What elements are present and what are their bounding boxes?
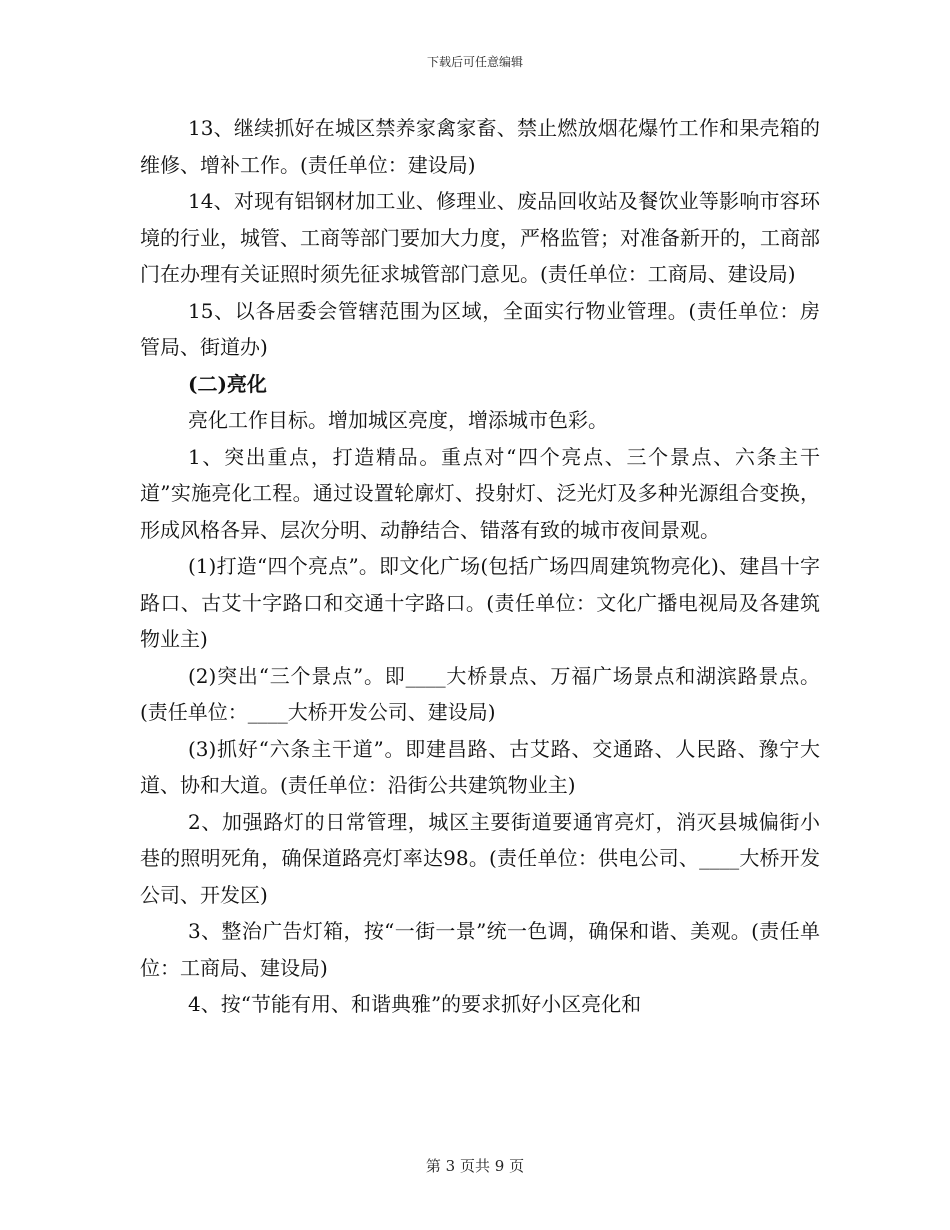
page-header-note: 下载后可任意编辑: [426, 55, 523, 69]
paragraph-13: 13、继续抓好在城区禁养家禽家畜、禁止燃放烟花爆竹工作和果壳箱的维修、增补工作。(责任单位：建设局): [140, 116, 820, 177]
lighting-item-1: 1、突出重点，打造精品。重点对“四个亮点、三个景点、六条主干道”实施亮化工程。通过设置轮廓灯、投射灯、泛光灯及多种光源组合变换，形成风格各异、层次分明、动静结合、错落有致的城市夜间景观。: [140, 444, 820, 542]
section-heading-lighting: (二)亮化: [188, 371, 267, 396]
lighting-subitem-1: (1)打造“四个亮点”。即文化广场(包括广场四周建筑物亮化)、建昌十字路口、古艾十字路口和交通十字路口。(责任单位：文化广播电视局及各建筑物业主): [140, 554, 820, 651]
lighting-item-4: 4、按“节能有用、和谐典雅”的要求抓好小区亮化和: [188, 992, 642, 1016]
lighting-subitem-3: (3)抓好“六条主干道”。即建昌路、古艾路、交通路、人民路、豫宁大道、协和大道。(责任单位：沿街公共建筑物业主): [140, 736, 820, 797]
page-number: 第 3 页共 9 页: [425, 1157, 525, 1175]
lighting-goal: 亮化工作目标。增加城区亮度，增添城市色彩。: [188, 408, 608, 432]
paragraph-14: 14、对现有铝钢材加工业、修理业、废品回收站及餐饮业等影响市容环境的行业，城管、工商等部门要加大力度，严格监管；对准备新开的，工商部门在办理有关证照时须先征求城管部门意见。(责任单位：工商局、建设局): [140, 189, 820, 286]
lighting-item-2: 2、加强路灯的日常管理，城区主要街道要通宵亮灯，消灭县城偏街小巷的照明死角，确保道路亮灯率达98。(责任单位：供电公司、____大桥开发公司、开发区): [140, 809, 820, 907]
lighting-item-3: 3、整治广告灯箱，按“一街一景”统一色调，确保和谐、美观。(责任单位：工商局、建设局): [140, 919, 820, 980]
paragraph-15: 15、以各居委会管辖范围为区域，全面实行物业管理。(责任单位：房管局、街道办): [140, 298, 820, 359]
lighting-subitem-2: (2)突出“三个景点”。即____大桥景点、万福广场景点和湖滨路景点。(责任单位：____大桥开发公司、建设局): [140, 663, 820, 724]
document-body: [140, 110, 820, 1023]
